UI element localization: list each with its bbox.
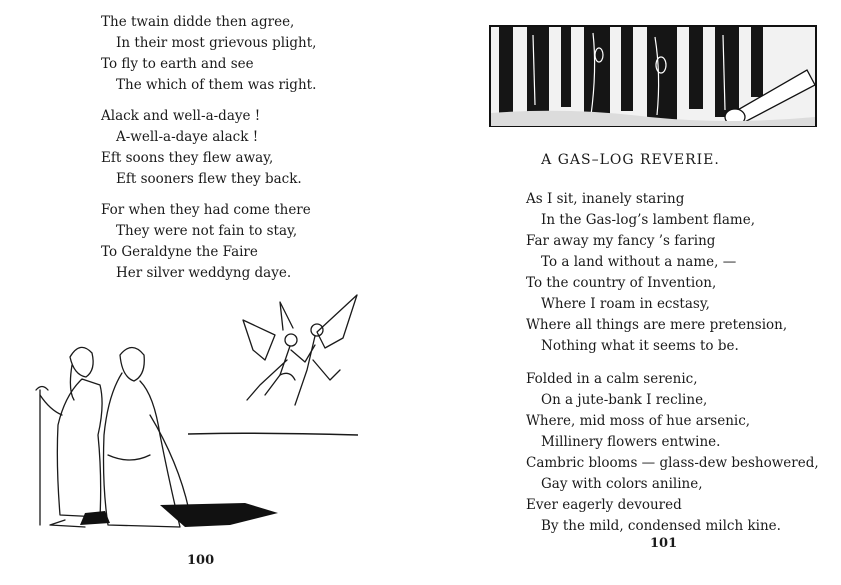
forest-headpiece-illustration xyxy=(489,25,817,127)
poem-line: They were not fain to stay, xyxy=(116,223,298,239)
poem-line: For when they had come there xyxy=(101,202,311,218)
poem-line: The twain didde then agree, xyxy=(101,14,295,30)
poem-line: Far away my fancy ’s faring xyxy=(526,233,716,249)
poem-line: A-well-a-daye alack ! xyxy=(116,129,259,145)
poem-title: A GAS–LOG REVERIE. xyxy=(541,152,720,168)
poem-line: Where, mid moss of hue arsenic, xyxy=(526,413,751,429)
poem-line: Millinery flowers entwine. xyxy=(541,434,721,450)
stanza xyxy=(101,200,316,284)
poem-line: In the Gas-log’s lambent flame, xyxy=(541,212,755,228)
poem-line: Alack and well-a-daye ! xyxy=(101,108,261,124)
poem-line: To the country of Invention, xyxy=(526,275,717,291)
poem-line: To a land without a name, — xyxy=(541,254,737,270)
poem-line: The which of them was right. xyxy=(116,77,317,93)
stanza-gap xyxy=(526,357,819,369)
poem-line: Folded in a calm serenic, xyxy=(526,371,698,387)
stanza xyxy=(101,12,316,96)
poem-line: Eft soons they flew away, xyxy=(101,150,274,166)
left-poem xyxy=(101,12,316,284)
poem-line: Her silver weddyng daye. xyxy=(116,265,292,281)
page-number: 100 xyxy=(187,553,215,568)
poem-line: Nothing what it seems to be. xyxy=(541,338,739,354)
poem-line: Where I roam in ecstasy, xyxy=(541,296,710,312)
poem-line: Where all things are mere pretension, xyxy=(526,317,788,333)
poem-line: Eft sooners flew they back. xyxy=(116,171,302,187)
poem-line: Cambric blooms — glass-dew beshowered, xyxy=(526,455,819,471)
stanza xyxy=(526,369,819,537)
couple-illustration xyxy=(30,335,290,535)
poem-line: To fly to earth and see xyxy=(101,56,254,72)
stanza xyxy=(526,189,819,357)
poem-line: By the mild, condensed milch kine. xyxy=(541,518,781,534)
poem-line: To Geraldyne the Faire xyxy=(101,244,258,260)
poem-line: As I sit, inanely staring xyxy=(526,191,685,207)
right-poem xyxy=(526,189,819,537)
left-page xyxy=(0,0,420,585)
stanza-gap xyxy=(101,190,316,200)
page-number: 101 xyxy=(650,536,678,551)
poem-line: On a jute-bank I recline, xyxy=(541,392,708,408)
stanza xyxy=(101,106,316,190)
poem-line: In their most grievous plight, xyxy=(116,35,317,51)
right-page xyxy=(420,0,841,585)
poem-line: Ever eagerly devoured xyxy=(526,497,682,513)
stanza-gap xyxy=(101,96,316,106)
poem-line: Gay with colors aniline, xyxy=(541,476,703,492)
